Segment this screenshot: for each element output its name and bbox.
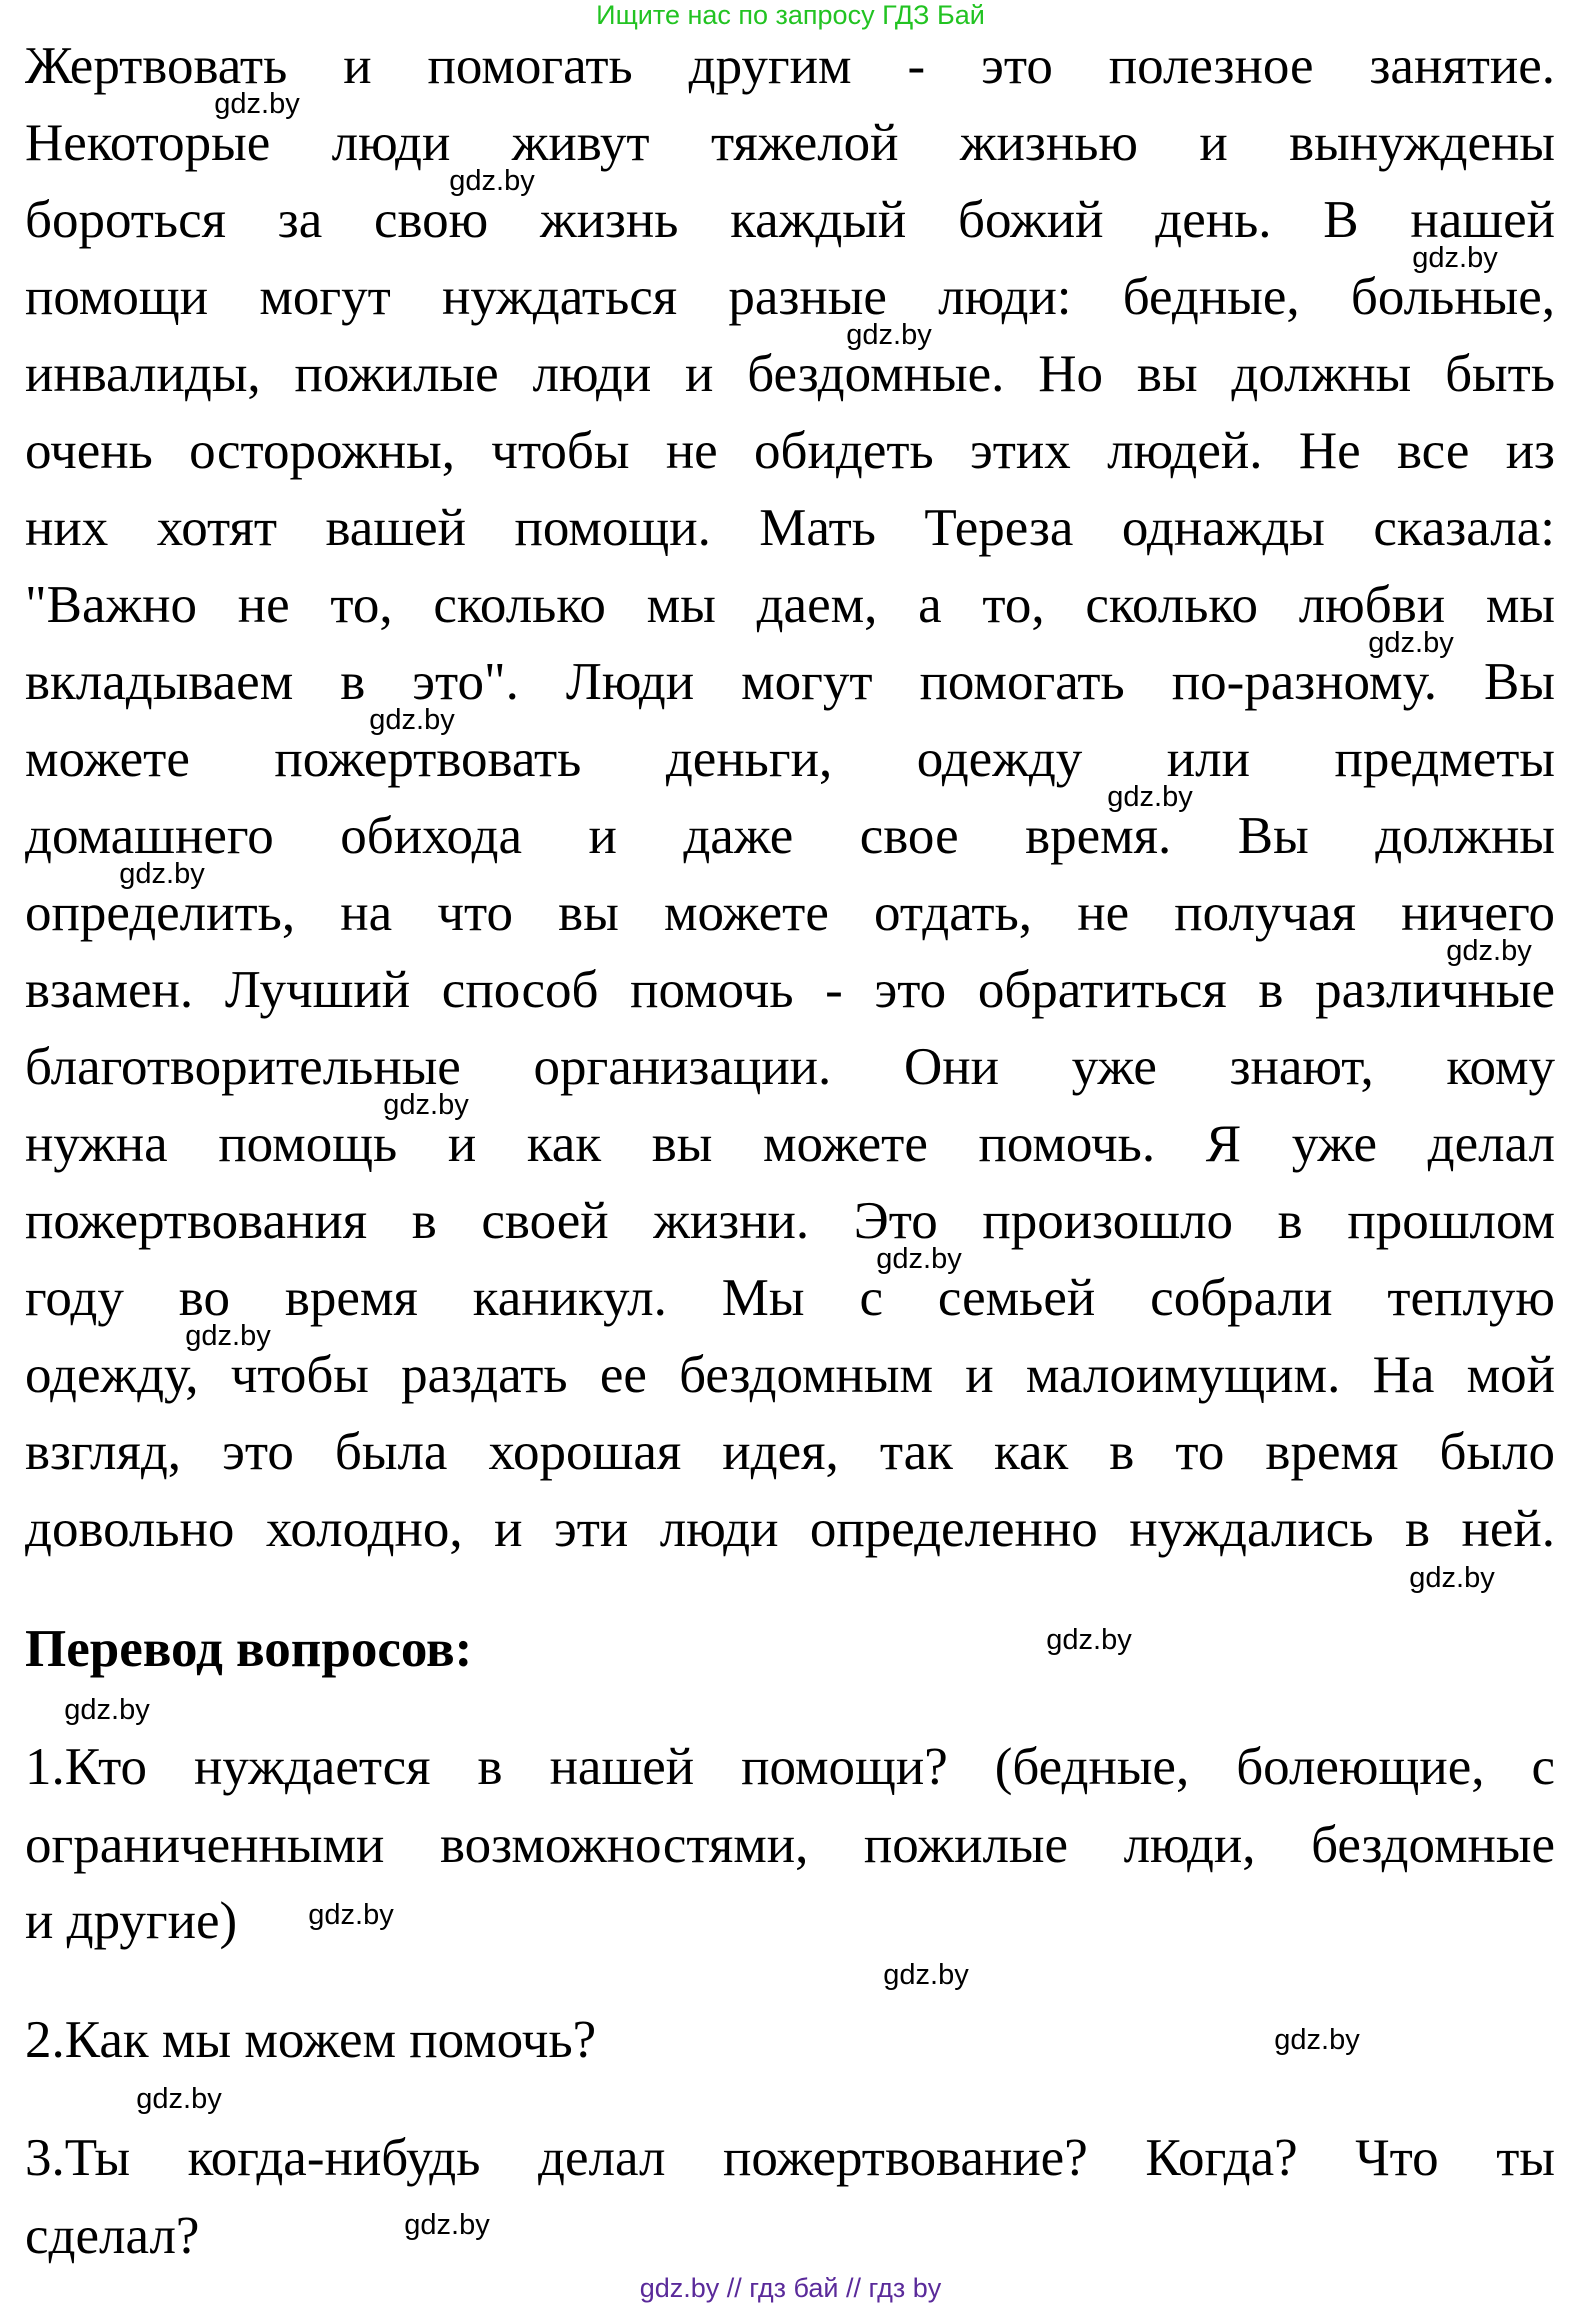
watermark: gdz.by xyxy=(1409,1562,1495,1594)
watermark: gdz.by xyxy=(883,1959,969,1991)
watermark: gdz.by xyxy=(119,858,205,890)
question-line: ограниченными возможностями, пожилые люди, бездомные xyxy=(25,1816,1555,1874)
text-line: домашнего обихода и даже свое время. Вы должны xyxy=(25,807,1555,865)
section-heading: Перевод вопросов: xyxy=(25,1620,473,1678)
text-line: определить, на что вы можете отдать, не получая ничего xyxy=(25,884,1555,942)
text-line: одежду, чтобы раздать ее бездомным и малоимущим. На мой xyxy=(25,1346,1555,1404)
watermark: gdz.by xyxy=(64,1694,150,1726)
text-line: бороться за свою жизнь каждый божий день. В нашей xyxy=(25,191,1555,249)
question-line: 1.Кто нуждается в нашей помощи? (бедные, болеющие, с xyxy=(25,1738,1555,1796)
text-line: году во время каникул. Мы с семьей собрали теплую xyxy=(25,1269,1555,1327)
watermark: gdz.by xyxy=(1046,1624,1132,1656)
text-line: довольно холодно, и эти люди определенно нуждались в ней. xyxy=(25,1500,1555,1558)
watermark: gdz.by xyxy=(1274,2024,1360,2056)
question-line: 3.Ты когда-нибудь делал пожертвование? Когда? Что ты xyxy=(25,2129,1555,2187)
watermark: gdz.by xyxy=(369,704,455,736)
watermark: gdz.by xyxy=(1368,627,1454,659)
watermark: gdz.by xyxy=(308,1899,394,1931)
watermark: gdz.by xyxy=(185,1320,271,1352)
watermark: gdz.by xyxy=(876,1243,962,1275)
text-line: нужна помощь и как вы можете помочь. Я уже делал xyxy=(25,1115,1555,1173)
watermark: gdz.by xyxy=(1446,935,1532,967)
question-line: 2.Как мы можем помочь? xyxy=(25,2011,597,2069)
watermark: gdz.by xyxy=(404,2209,490,2241)
text-line: можете пожертвовать деньги, одежду или предметы xyxy=(25,730,1555,788)
watermark: gdz.by xyxy=(383,1089,469,1121)
text-line: очень осторожны, чтобы не обидеть этих людей. Не все из xyxy=(25,422,1555,480)
footer-banner: gdz.by // гдз бай // гдз by xyxy=(639,2273,942,2303)
watermark: gdz.by xyxy=(449,165,535,197)
watermark: gdz.by xyxy=(1107,781,1193,813)
text-line: "Важно не то, сколько мы даем, а то, сколько любви мы xyxy=(25,576,1555,634)
watermark: gdz.by xyxy=(214,88,300,120)
text-line: инвалиды, пожилые люди и бездомные. Но вы должны быть xyxy=(25,345,1555,403)
text-line: вкладываем в это". Люди могут помогать по-разному. Вы xyxy=(25,653,1555,711)
text-line: пожертвования в своей жизни. Это произошло в прошлом xyxy=(25,1192,1555,1250)
text-line: взамен. Лучший способ помочь - это обратиться в различные xyxy=(25,961,1555,1019)
watermark: gdz.by xyxy=(1412,242,1498,274)
question-line: и другие) xyxy=(25,1892,238,1950)
text-line: помощи могут нуждаться разные люди: бедные, больные, xyxy=(25,268,1555,326)
text-line: благотворительные организации. Они уже знают, кому xyxy=(25,1038,1555,1096)
text-line: Некоторые люди живут тяжелой жизнью и вынуждены xyxy=(25,114,1555,172)
search-banner: Ищите нас по запросу ГДЗ Бай xyxy=(596,0,985,30)
text-line: Жертвовать и помогать другим - это полезное занятие. xyxy=(25,37,1555,95)
question-line: сделал? xyxy=(25,2207,200,2265)
watermark: gdz.by xyxy=(136,2083,222,2115)
text-line: взгляд, это была хорошая идея, так как в то время было xyxy=(25,1423,1555,1481)
text-line: них хотят вашей помощи. Мать Тереза однажды сказала: xyxy=(25,499,1555,557)
watermark: gdz.by xyxy=(846,319,932,351)
